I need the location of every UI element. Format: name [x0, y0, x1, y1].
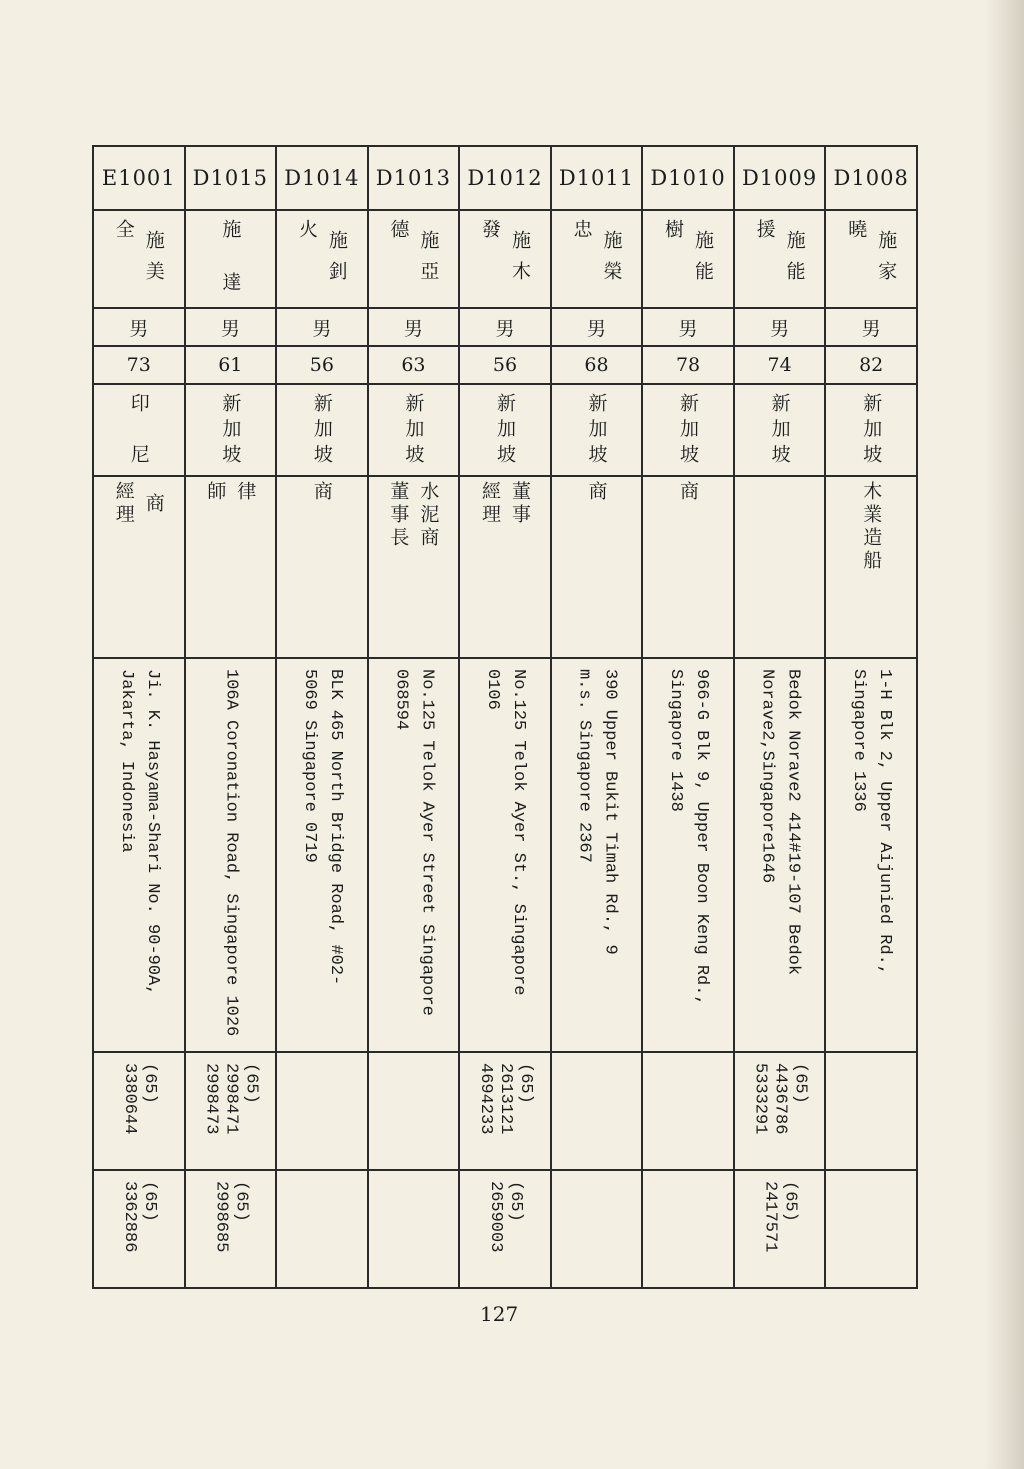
member-telephone: (65) 2998471 2998473: [201, 1063, 261, 1135]
member-occupation: 師: [204, 481, 227, 504]
member-occupation: 經理: [478, 481, 501, 527]
member-code: D1011: [551, 146, 643, 210]
member-nationality: 新加坡: [493, 393, 516, 469]
member-sex: 男: [368, 308, 460, 346]
member-occupation: 董事長: [387, 481, 410, 550]
member-occupation: 商: [585, 481, 608, 504]
member-age: 56: [276, 346, 368, 384]
member-fax: (65) 2417571: [760, 1181, 800, 1253]
member-occupation: 水泥商: [417, 481, 440, 550]
member-name: 施榮忠: [570, 219, 623, 292]
member-nationality: 新加坡: [860, 393, 883, 469]
occupation-row: [93, 476, 917, 658]
member-fax: (65) 2998685: [211, 1181, 251, 1253]
member-code: E1001: [93, 146, 185, 210]
fax-row: [93, 1170, 917, 1288]
age-row: [93, 346, 917, 384]
member-code: D1014: [276, 146, 368, 210]
member-nationality: 新加坡: [677, 393, 700, 469]
address-row: [93, 658, 917, 1052]
member-address: No.125 Telok Ayer Street Singapore 068594: [391, 669, 437, 1016]
page-edge-shadow: [984, 0, 1024, 1469]
member-nationality: 新加坡: [768, 393, 791, 469]
member-sex: 男: [185, 308, 277, 346]
nationality-row: [93, 384, 917, 476]
member-code: D1009: [734, 146, 826, 210]
member-telephone: (65) 2613121 4694233: [475, 1063, 535, 1135]
member-nationality: 新加坡: [219, 393, 242, 469]
member-occupation: 商: [142, 492, 165, 516]
member-code: D1010: [642, 146, 734, 210]
member-age: 78: [642, 346, 734, 384]
member-age: 82: [825, 346, 917, 384]
member-address: No.125 Telok Ayer St., Singapore 0106: [482, 669, 528, 996]
member-age: 73: [93, 346, 185, 384]
member-sex: 男: [551, 308, 643, 346]
page-number: 127: [480, 1302, 519, 1326]
member-occupation: 木業造船: [860, 481, 883, 573]
member-address: 966-G Blk 9, Upper Boon Keng Rd., Singapore 1438: [666, 669, 712, 1006]
member-occupation: 律: [234, 481, 257, 504]
member-nationality: 新加坡: [310, 393, 333, 469]
member-nationality: 新加坡: [585, 393, 608, 469]
member-sex: 男: [734, 308, 826, 346]
member-name: 施木發: [478, 219, 531, 292]
code-row: [93, 146, 917, 210]
member-fax: (65) 3362886: [119, 1181, 159, 1253]
member-age: 63: [368, 346, 460, 384]
member-nationality: 新加坡: [402, 393, 425, 469]
name-row: [93, 210, 917, 308]
member-occupation: 董事: [508, 481, 531, 527]
member-code: D1013: [368, 146, 460, 210]
member-address: 390 Upper Bukit Timah Rd., 9 m.s. Singapore 2367: [574, 669, 620, 955]
member-address: Bedok Norave2 414#19-107 Bedok Norave2,Singapore1646: [757, 669, 803, 976]
telephone-row: [93, 1052, 917, 1170]
member-address: 1-H Blk 2, Upper Aijunied Rd., Singapore 1336: [849, 669, 895, 976]
member-telephone: (65) 3380644: [119, 1063, 159, 1135]
member-address: Ji. K. Hasyama-Shari No. 90-90A, Jakarta, Indonesia: [116, 669, 162, 996]
member-roster-table: [92, 145, 918, 1289]
member-occupation: 經理: [112, 481, 135, 527]
member-age: 68: [551, 346, 643, 384]
member-occupation: 商: [677, 481, 700, 504]
member-age: 74: [734, 346, 826, 384]
member-sex: 男: [642, 308, 734, 346]
member-telephone: (65) 4436786 5333291: [750, 1063, 810, 1135]
member-name: 施家曉: [845, 219, 898, 292]
member-age: 61: [185, 346, 277, 384]
member-fax: (65) 2659003: [485, 1181, 525, 1253]
member-sex: 男: [825, 308, 917, 346]
member-sex: 男: [276, 308, 368, 346]
sex-row: [93, 308, 917, 346]
member-name: 施能援: [753, 219, 806, 292]
member-code: D1012: [459, 146, 551, 210]
member-name: 施釗火: [295, 219, 348, 292]
member-address: BLK 465 North Bridge Road, #02- 5069 Singapore 0719: [299, 669, 345, 986]
member-code: D1008: [825, 146, 917, 210]
member-sex: 男: [459, 308, 551, 346]
member-occupation: 商: [310, 481, 333, 504]
member-name: 施亞德: [387, 219, 440, 292]
member-sex: 男: [93, 308, 185, 346]
member-name: 施達: [219, 219, 242, 303]
member-age: 56: [459, 346, 551, 384]
member-nationality: 印尼: [127, 393, 150, 469]
member-code: D1015: [185, 146, 277, 210]
member-name: 施能樹: [662, 219, 715, 292]
member-address: 106A Coronation Road, Singapore 1026: [221, 669, 241, 1037]
member-name: 施美全: [112, 219, 165, 292]
